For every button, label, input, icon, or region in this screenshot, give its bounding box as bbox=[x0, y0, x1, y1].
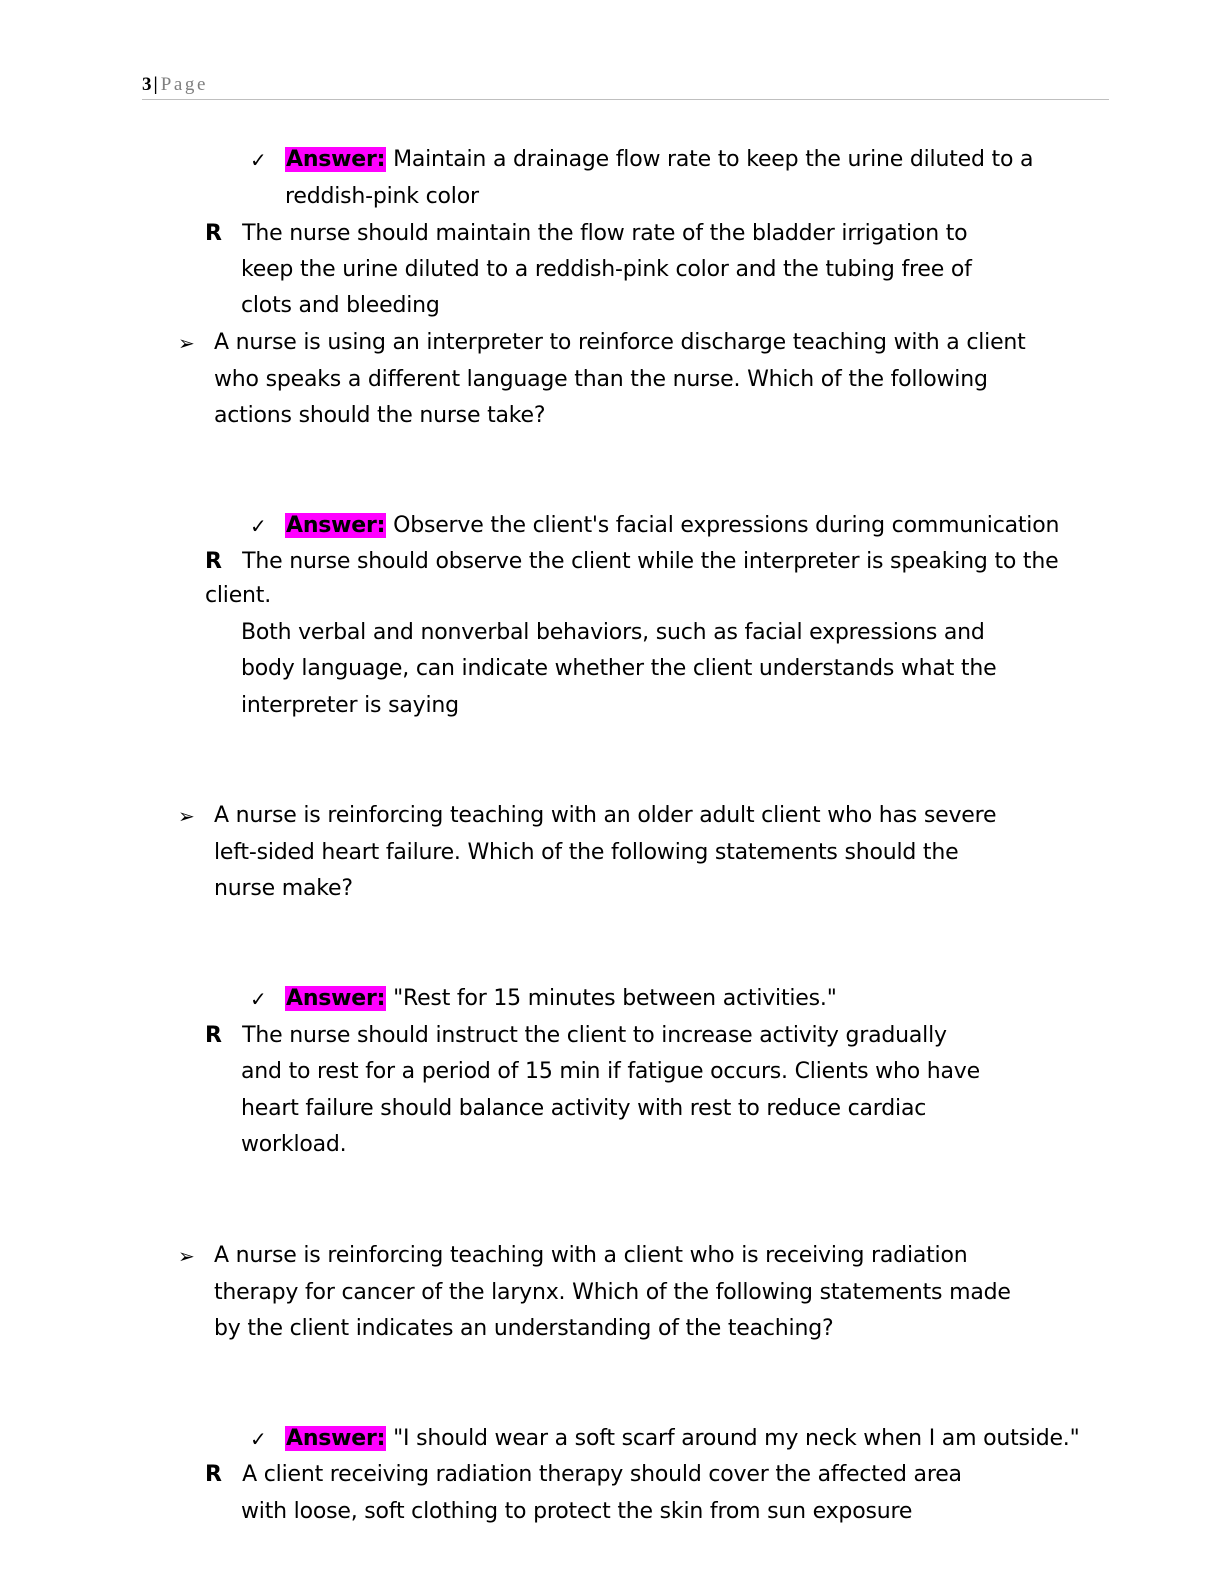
rationale-text: A client receiving radiation therapy should cover the affected area bbox=[242, 1462, 962, 1487]
question-text: A nurse is reinforcing teaching with an older adult client who has severe bbox=[214, 803, 997, 828]
bullet-arrow-icon: ➢ bbox=[178, 1244, 195, 1268]
rationale-continuation: clots and bleeding bbox=[241, 293, 440, 318]
answer-text: Maintain a drainage flow rate to keep the urine diluted to a bbox=[393, 147, 1034, 172]
rationale-continuation: with loose, soft clothing to protect the skin from sun exposure bbox=[241, 1499, 913, 1524]
checkmark-icon: ✓ bbox=[250, 514, 267, 538]
question-text: A nurse is reinforcing teaching with a client who is receiving radiation bbox=[214, 1243, 968, 1268]
question-text: A nurse is using an interpreter to reinforce discharge teaching with a client bbox=[214, 330, 1026, 355]
answer-text: "Rest for 15 minutes between activities." bbox=[393, 986, 837, 1011]
checkmark-icon: ✓ bbox=[250, 1427, 267, 1451]
rationale-label: R bbox=[205, 221, 222, 246]
question-text: by the client indicates an understanding of the teaching? bbox=[214, 1316, 834, 1341]
rationale-continuation: heart failure should balance activity with rest to reduce cardiac bbox=[241, 1096, 927, 1121]
rationale-label: R bbox=[205, 1462, 222, 1487]
rationale-continuation: body language, can indicate whether the client understands what the bbox=[241, 656, 997, 681]
rationale-text: The nurse should maintain the flow rate of the bladder irrigation to bbox=[242, 221, 968, 246]
bullet-arrow-icon: ➢ bbox=[178, 331, 195, 355]
bullet-arrow-icon: ➢ bbox=[178, 804, 195, 828]
rationale-label: R bbox=[205, 1023, 222, 1048]
rationale-continuation: interpreter is saying bbox=[241, 693, 459, 718]
answer-label: Answer: bbox=[286, 1426, 386, 1451]
rationale-text: The nurse should observe the client while the interpreter is speaking to the bbox=[242, 549, 1059, 574]
question-text: who speaks a different language than the nurse. Which of the following bbox=[214, 367, 988, 392]
answer-label: Answer: bbox=[286, 147, 386, 172]
answer-text: Observe the client's facial expressions during communication bbox=[393, 513, 1060, 538]
question-text: therapy for cancer of the larynx. Which of the following statements made bbox=[214, 1280, 1011, 1305]
page-number: 3 bbox=[142, 74, 152, 95]
page-separator: | bbox=[153, 74, 158, 95]
rationale-continuation: and to rest for a period of 15 min if fatigue occurs. Clients who have bbox=[241, 1059, 980, 1084]
checkmark-icon: ✓ bbox=[250, 987, 267, 1011]
question-text: actions should the nurse take? bbox=[214, 403, 546, 428]
page-header bbox=[142, 74, 1109, 100]
answer-line bbox=[285, 512, 1059, 540]
answer-text: "I should wear a soft scarf around my neck when I am outside." bbox=[393, 1426, 1080, 1451]
answer-line bbox=[285, 146, 1033, 174]
question-text: left-sided heart failure. Which of the following statements should the bbox=[214, 840, 959, 865]
rationale-line bbox=[205, 548, 1058, 576]
rationale-continuation: workload. bbox=[241, 1132, 347, 1157]
rationale-line bbox=[205, 220, 967, 248]
answer-line bbox=[285, 985, 837, 1013]
rationale-text: The nurse should instruct the client to increase activity gradually bbox=[242, 1023, 947, 1048]
answer-label: Answer: bbox=[286, 986, 386, 1011]
answer-label: Answer: bbox=[286, 513, 386, 538]
answer-line bbox=[285, 1425, 1080, 1453]
page-word: Page bbox=[160, 74, 209, 95]
answer-continuation: reddish-pink color bbox=[285, 184, 479, 209]
rationale-label: R bbox=[205, 549, 222, 574]
rationale-continuation: keep the urine diluted to a reddish-pink color and the tubing free of bbox=[241, 257, 972, 282]
rationale-line bbox=[205, 1022, 947, 1050]
checkmark-icon: ✓ bbox=[250, 148, 267, 172]
question-text: nurse make? bbox=[214, 876, 353, 901]
rationale-continuation: Both verbal and nonverbal behaviors, such as facial expressions and bbox=[241, 620, 985, 645]
rationale-line bbox=[205, 1461, 962, 1489]
rationale-continuation: client. bbox=[205, 583, 272, 608]
